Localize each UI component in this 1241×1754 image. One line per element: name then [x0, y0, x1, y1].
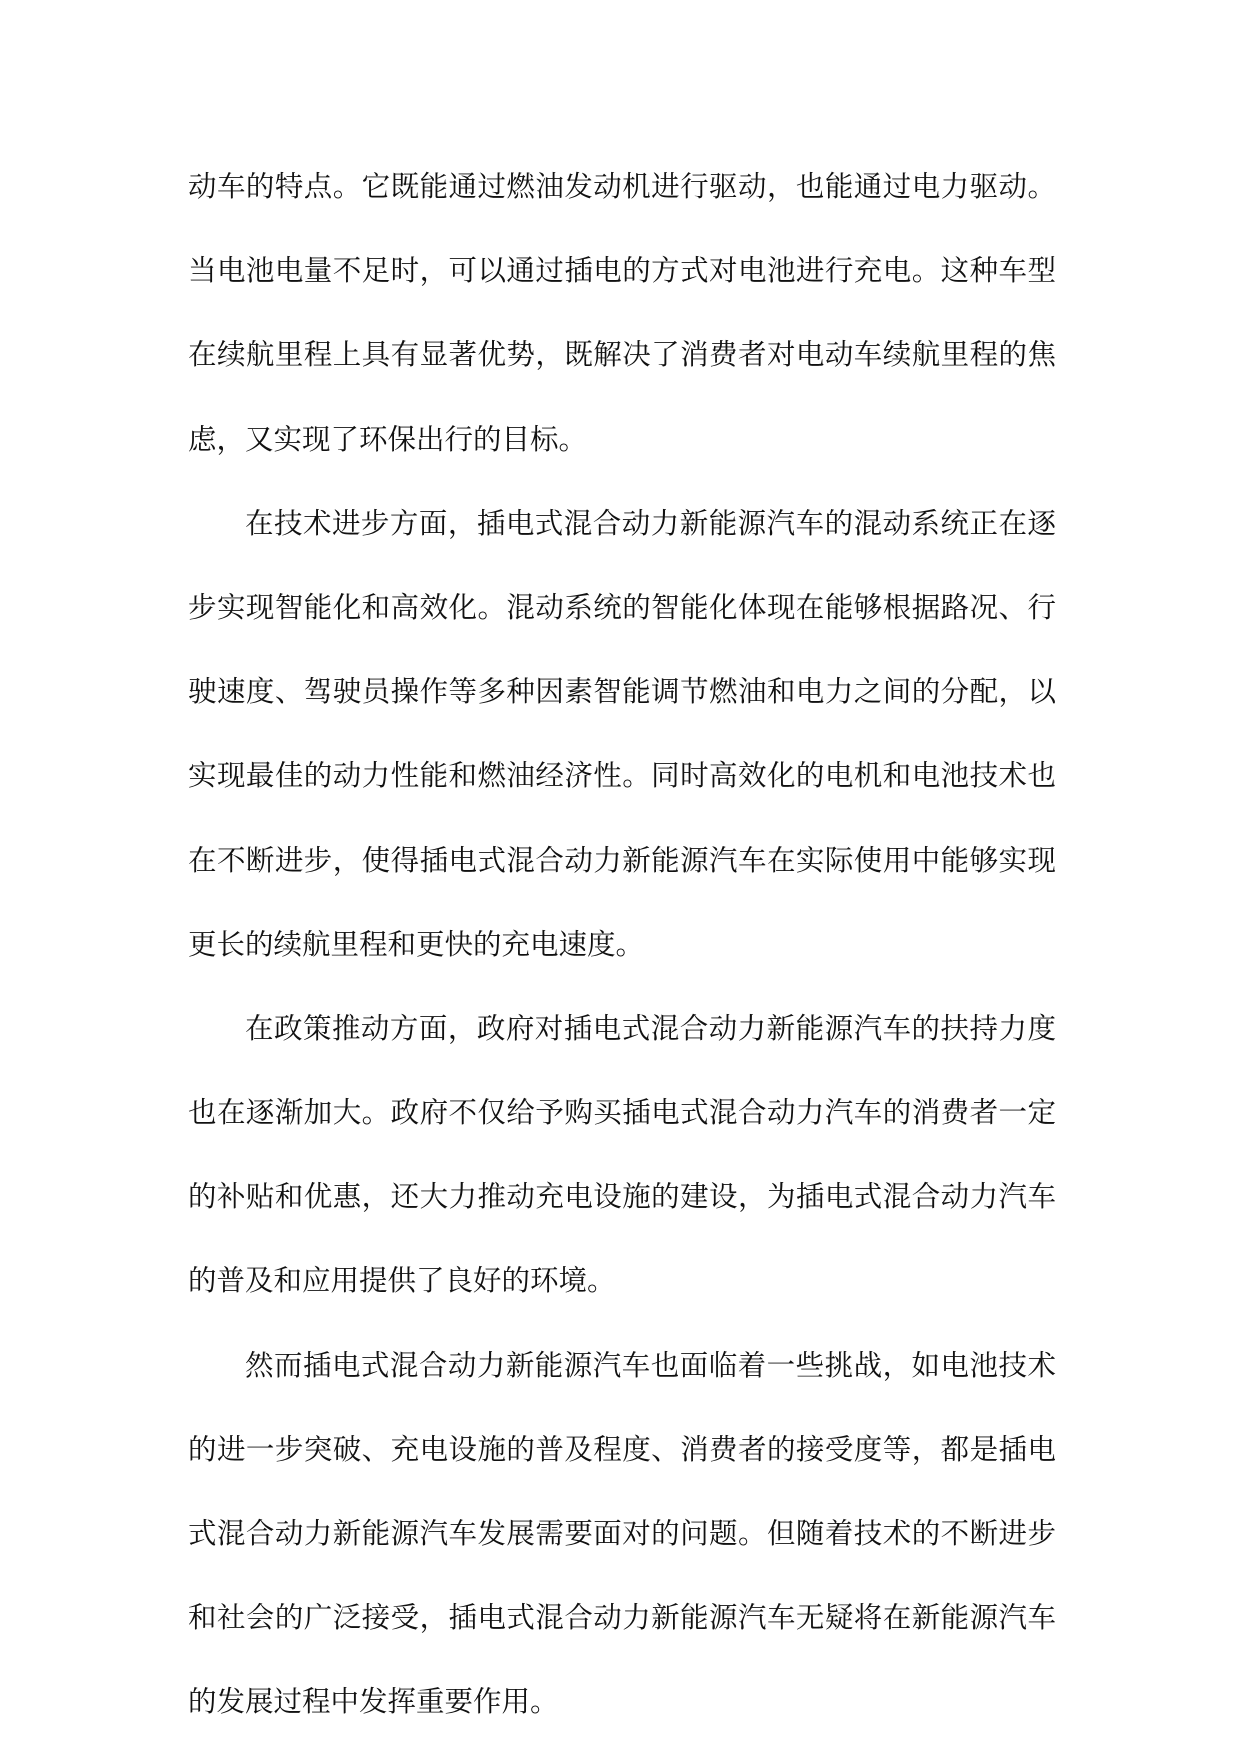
paragraph-line: 的普及和应用提供了良好的环境。: [188, 1264, 616, 1298]
paragraph-line: 式混合动力新能源汽车发展需要面对的问题。但随着技术的不断进步: [188, 1517, 1056, 1550]
paragraph-line: 和社会的广泛接受，插电式混合动力新能源汽车无疑将在新能源汽车: [188, 1601, 1056, 1635]
paragraph-line: 当电池电量不足时，可以通过插电的方式对电池进行充电。这种车型: [188, 254, 1056, 288]
paragraph-line: 驶速度、驾驶员操作等多种因素智能调节燃油和电力之间的分配，以: [188, 675, 1056, 709]
paragraph-line: 的进一步突破、充电设施的普及程度、消费者的接受度等，都是插电: [188, 1432, 1056, 1466]
paragraph-2: [188, 482, 1056, 987]
paragraph-line: 在政策推动方面，政府对插电式混合动力新能源汽车的扶持力度: [245, 1011, 1056, 1045]
paragraph-line: 动车的特点。它既能通过燃油发动机进行驱动，也能通过电力驱动。: [188, 170, 1056, 203]
paragraph-line: 虑，又实现了环保出行的目标。: [188, 422, 588, 456]
paragraph-line: 的发展过程中发挥重要作用。: [188, 1685, 559, 1719]
paragraph-line: 步实现智能化和高效化。混动系统的智能化体现在能够根据路况、行: [188, 590, 1056, 624]
paragraph-line: 在技术进步方面，插电式混合动力新能源汽车的混动系统正在逐: [245, 506, 1056, 540]
paragraph-line: 更长的续航里程和更快的充电速度。: [188, 927, 645, 961]
paragraph-4: [188, 1324, 1056, 1745]
paragraph-line: 也在逐渐加大。政府不仅给予购买插电式混合动力汽车的消费者一定: [188, 1096, 1056, 1130]
paragraph-line: 实现最佳的动力性能和燃油经济性。同时高效化的电机和电池技术也: [188, 759, 1056, 793]
paragraph-3: [188, 987, 1056, 1324]
paragraph-line: 然而插电式混合动力新能源汽车也面临着一些挑战，如电池技术: [245, 1348, 1056, 1382]
paragraph-line: 的补贴和优惠，还大力推动充电设施的建设，为插电式混合动力汽车: [188, 1180, 1056, 1214]
paragraph-line: 在不断进步，使得插电式混合动力新能源汽车在实际使用中能够实现: [188, 843, 1056, 877]
paragraph-line: 在续航里程上具有显著优势，既解决了消费者对电动车续航里程的焦: [188, 338, 1056, 372]
paragraph-1: [188, 145, 1056, 482]
document-body: [188, 145, 1056, 1745]
